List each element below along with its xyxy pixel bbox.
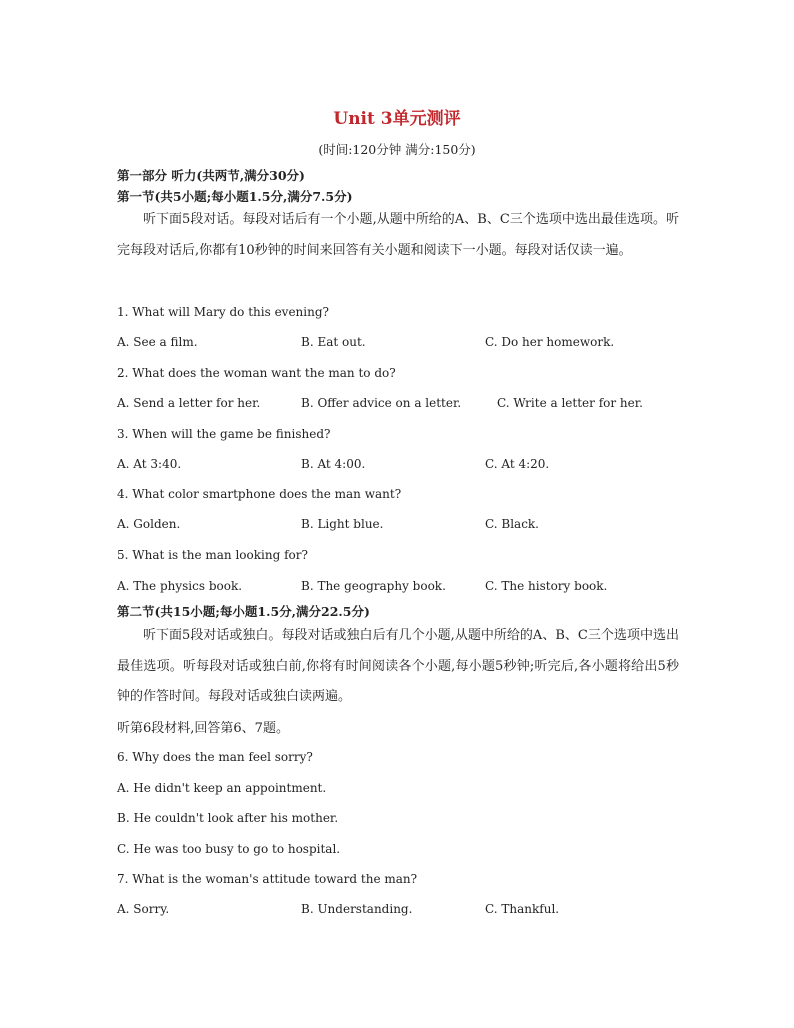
q3-option-a: A. At 3:40. (117, 457, 182, 471)
q6-option-b: B. He couldn't look after his mother. (117, 811, 339, 825)
q6-option-a: A. He didn't keep an appointment. (117, 781, 327, 795)
q5-option-b: B. The geography book. (301, 579, 446, 593)
question-7: 7. What is the woman's attitude toward the man? (117, 872, 418, 886)
q2-option-c: C. Write a letter for her. (497, 396, 643, 410)
question-2: 2. What does the woman want the man to do? (117, 366, 396, 380)
question-4: 4. What color smartphone does the man want? (117, 487, 402, 501)
q7-option-c: C. Thankful. (485, 902, 560, 916)
page-title: Unit 3单元测评 (333, 109, 461, 129)
exam-info: (时间:120分钟 满分:150分) (318, 142, 476, 157)
q3-option-c: C. At 4:20. (485, 457, 550, 471)
question-5: 5. What is the man looking for? (117, 548, 308, 562)
q5-option-a: A. The physics book. (117, 579, 243, 593)
section2-heading: 第二节(共15小题;每小题1.5分,满分22.5分) (117, 604, 370, 619)
q7-option-a: A. Sorry. (117, 902, 170, 916)
question-1: 1. What will Mary do this evening? (117, 305, 329, 319)
section1-instructions: 听下面5段对话。每段对话后有一个小题,从题中所给的A、B、C三个选项中选出最佳选项。听完每段对话后,你都有10秒钟的时间来回答有关小题和阅读下一小题。每段对话仅读一遍。 (117, 212, 679, 258)
q1-option-a: A. See a film. (117, 335, 198, 349)
q6-option-c: C. He was too busy to go to hospital. (117, 842, 341, 856)
question-3: 3. When will the game be finished? (117, 427, 331, 441)
q4-option-c: C. Black. (485, 517, 539, 531)
q1-option-b: B. Eat out. (301, 335, 366, 349)
q4-option-b: B. Light blue. (301, 517, 384, 531)
section1-heading: 第一节(共5小题;每小题1.5分,满分7.5分) (117, 189, 353, 204)
q1-option-c: C. Do her homework. (485, 335, 615, 349)
q7-option-b: B. Understanding. (301, 902, 413, 916)
part1-heading: 第一部分 听力(共两节,满分30分) (117, 168, 305, 183)
material-6-heading: 听第6段材料,回答第6、7题。 (117, 721, 289, 736)
q4-option-a: A. Golden. (117, 517, 181, 531)
q3-option-b: B. At 4:00. (301, 457, 366, 471)
q5-option-c: C. The history book. (485, 579, 608, 593)
question-6: 6. Why does the man feel sorry? (117, 750, 313, 764)
q2-option-b: B. Offer advice on a letter. (301, 396, 462, 410)
q2-option-a: A. Send a letter for her. (117, 396, 261, 410)
section2-instructions: 听下面5段对话或独白。每段对话或独白后有几个小题,从题中所给的A、B、C三个选项中选出最佳选项。听每段对话或独白前,你将有时间阅读各个小题,每小题5秒钟;听完后,各小题将给出5秒钟的作答时间。每段对话或独白读两遍。 (117, 628, 679, 704)
